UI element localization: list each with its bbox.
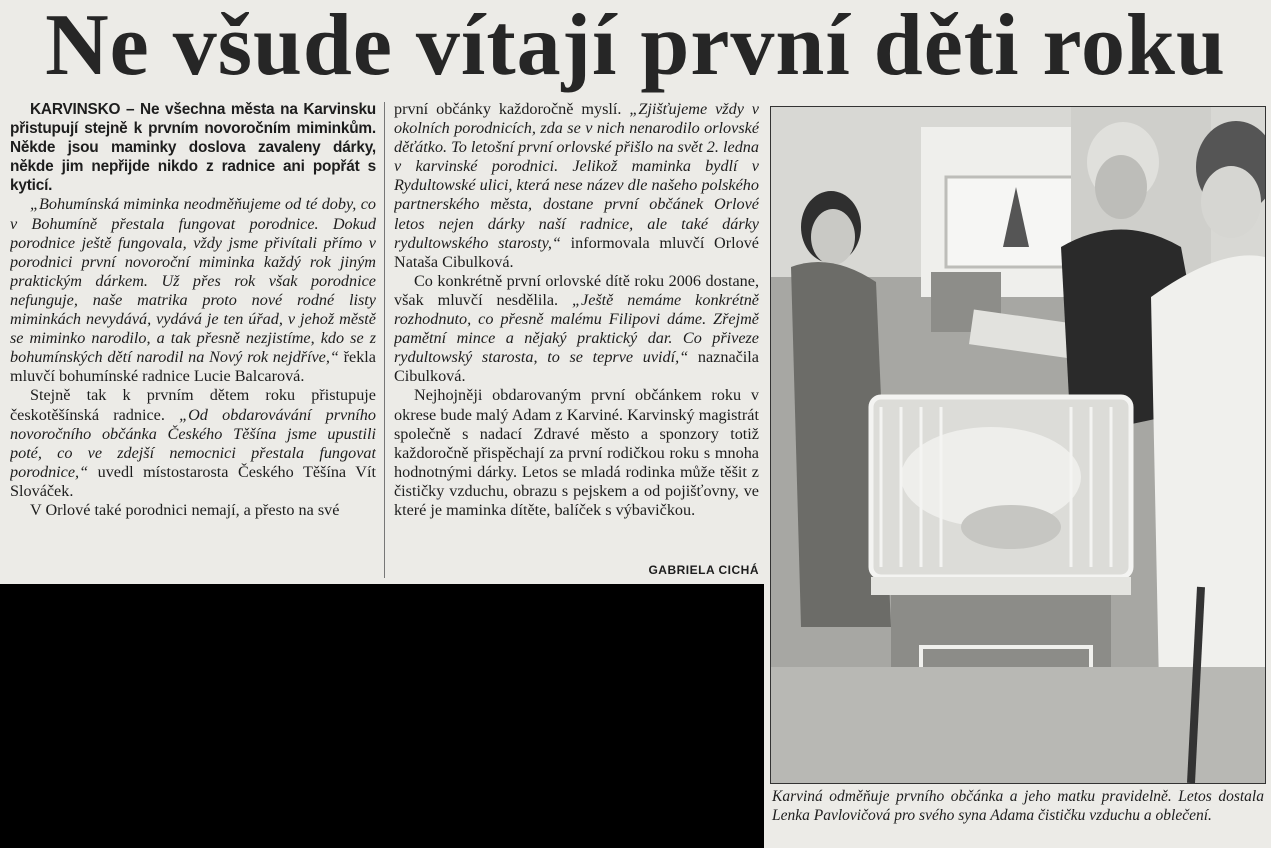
headline: Ne všude vítají první děti roku <box>45 0 1226 94</box>
paragraph-text: informovala mluvčí Orlové Nataša Cibulková. <box>394 233 759 271</box>
paragraph: Nejhojněji obdarovaným první občánkem roku v okrese bude malý Adam z Karviné. Karvinský magistrát společně s nadací Zdravé město a sponzory totiž každoročně přispěchají za první rodičkou roku s mnoha hodnotnými dárky. Letos se mladá rodinka může těšit z čističky vzduchu, obrazu s pejskem a od pojišťovny, ve které je maminka dítěte, balíček s výbavičkou. <box>394 386 759 519</box>
quote: „Zjišťujeme vždy v okolních porodnicích, zda se v nich nenarodilo orlovské děťátko. To letošní první orlovské přišlo na svět 2. ledna v karvinské porodnici. Jelikož maminka bydlí v Rydultowské ulici, která nese název dle našeho polského partnerského města, dostane první občánek Orlové letos nejen dárky naší radnice, ale také dárky rydultowského starosty,“ <box>394 100 759 252</box>
byline: GABRIELA CICHÁ <box>648 563 759 577</box>
article-lead: KARVINSKO – Ne všechna města na Karvinsku přistupují stejně k prvním novoročním miminkům. Někde jsou maminky doslova zavaleny dárky, někde jim nepřijde nikdo z radnice ani popřát s kyticí. <box>10 101 376 195</box>
photo-illustration <box>771 107 1265 783</box>
quote: „Od obdarovávání prvního novoročního občánka Českého Těšína jsme upustili poté, co ve zdejší nemocnici přestala fungovat porodnice,“ <box>10 405 376 481</box>
quote: „Ještě nemáme konkrétně rozhodnuto, co přesně malému Filipovi dáme. Zřejmě pamětní mince a nějaký praktický dar. Co přiveze rydultowský starosta, to se teprve uvidí,“ <box>394 290 759 367</box>
article-column-1 <box>10 100 376 580</box>
paragraph <box>394 100 759 272</box>
paragraph-text: Co konkrétně první orlovské dítě roku 2006 dostane, však mluvčí nesdělila. <box>394 271 759 309</box>
paragraph <box>10 195 376 386</box>
quote: „Bohumínská miminka neodměňujeme od té doby, co v Bohumíně přestala fungovat porodnice. Dokud porodnice ještě fungovala, vždy jsme přivítali přímo v porodnici první novoroční miminka každý rok jiným praktickým dárkem. Už přes rok však porodnice nefunguje, naše matrika proto nové rodné listy miminkách nevydává, vydává je ten úřad, v jehož městě se miminko narodilo, a tak přesně nezjistíme, kdo se z bohumínských dětí narodil na Nový rok nejdříve,“ <box>10 195 376 367</box>
paragraph-text: první občánky každoročně myslí. <box>394 100 630 118</box>
paragraph-text: uvedl místostarosta Českého Těšína Vít Slováček. <box>10 462 376 500</box>
news-photo <box>770 106 1266 784</box>
article-column-2 <box>394 100 759 580</box>
paragraph: V Orlové také porodnici nemají, a přesto na své <box>30 500 340 519</box>
paragraph <box>394 272 759 387</box>
paragraph-text: naznačila Cibulková. <box>394 348 759 386</box>
paragraph-text: Stejně tak k prvním dětem roku přistupuje českotěšínská radnice. <box>10 386 376 424</box>
paragraph-text: řekla mluvčí bohumínské radnice Lucie Balcarová. <box>10 348 376 386</box>
paragraph <box>10 386 376 501</box>
column-divider <box>384 102 385 578</box>
photo-caption: Karviná odměňuje prvního občánka a jeho matku pravidelně. Letos dostala Lenka Pavlovičová pro svého syna Adama čističku vzduchu a oblečení. <box>772 788 1264 824</box>
blank-black-area <box>0 584 764 848</box>
